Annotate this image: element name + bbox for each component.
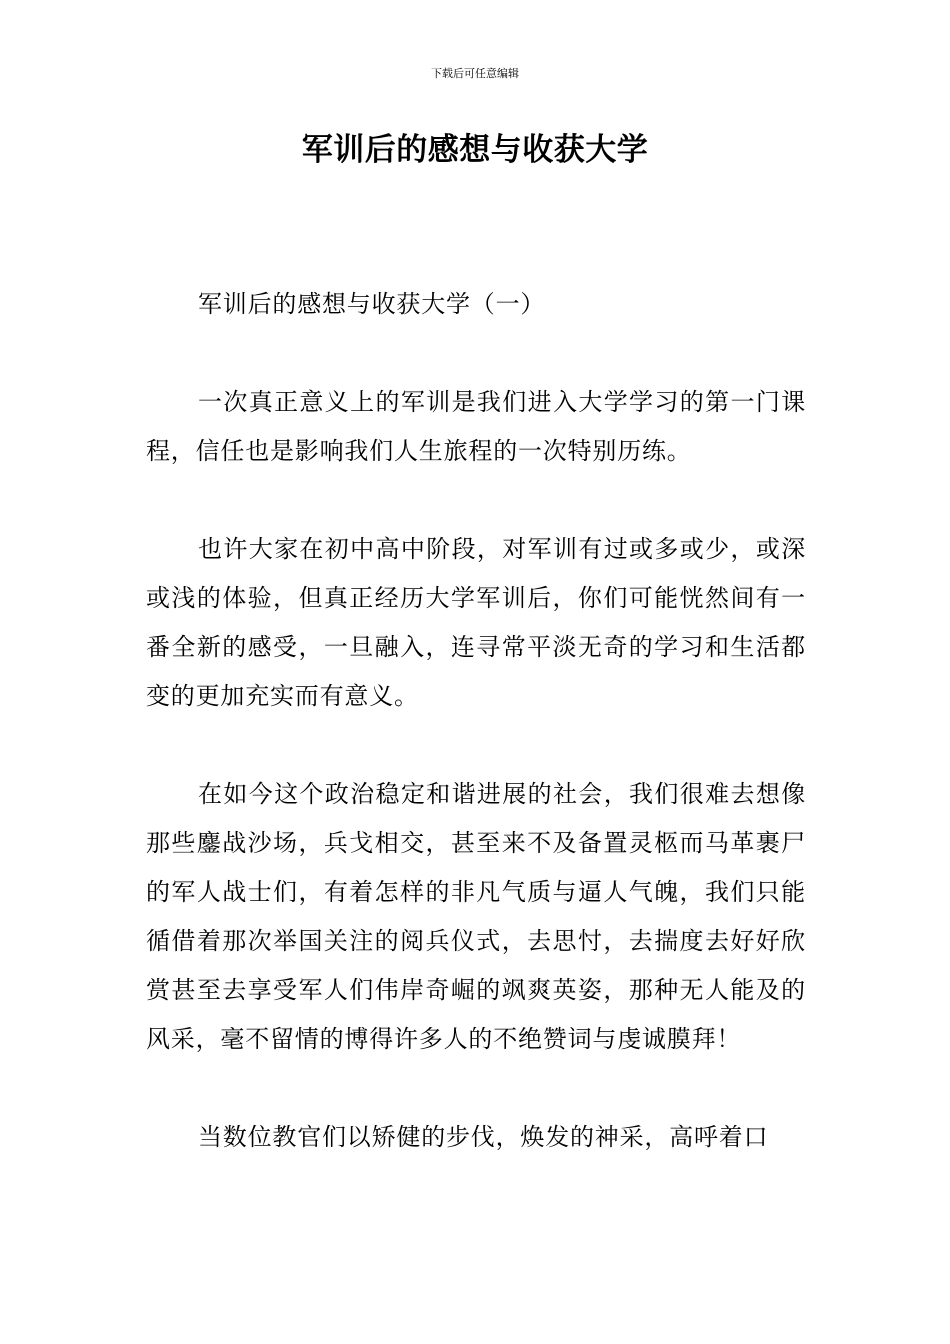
section-heading: 军训后的感想与收获大学（一）	[198, 290, 546, 318]
paragraph-1: 一次真正意义上的军训是我们进入大学学习的第一门课程，信任也是影响我们人生旅程的一次特别历练。	[146, 388, 806, 465]
header-note: 下载后可任意编辑	[431, 67, 519, 80]
paragraph-3: 在如今这个政治稳定和谐进展的社会，我们很难去想像那些鏖战沙场，兵戈相交，甚至来不及备置灵柩而马革裹尸的军人战士们，有着怎样的非凡气质与逼人气魄，我们只能循借着那次举国关注的阅兵仪式，去思忖，去揣度去好好欣赏甚至去享受军人们伟岸奇崛的飒爽英姿，那种无人能及的风采，毫不留情的博得许多人的不绝赞词与虔诚膜拜！	[146, 780, 806, 1053]
paragraph-2: 也许大家在初中高中阶段，对军训有过或多或少，或深或浅的体验，但真正经历大学军训后，你们可能恍然间有一番全新的感受，一旦融入，连寻常平淡无奇的学习和生活都变的更加充实而有意义。	[146, 535, 806, 710]
paragraph-4: 当数位教官们以矫健的步伐，焕发的神采，高呼着口	[198, 1123, 769, 1151]
document-title: 军训后的感想与收获大学	[301, 132, 649, 168]
document-body	[146, 280, 806, 1211]
